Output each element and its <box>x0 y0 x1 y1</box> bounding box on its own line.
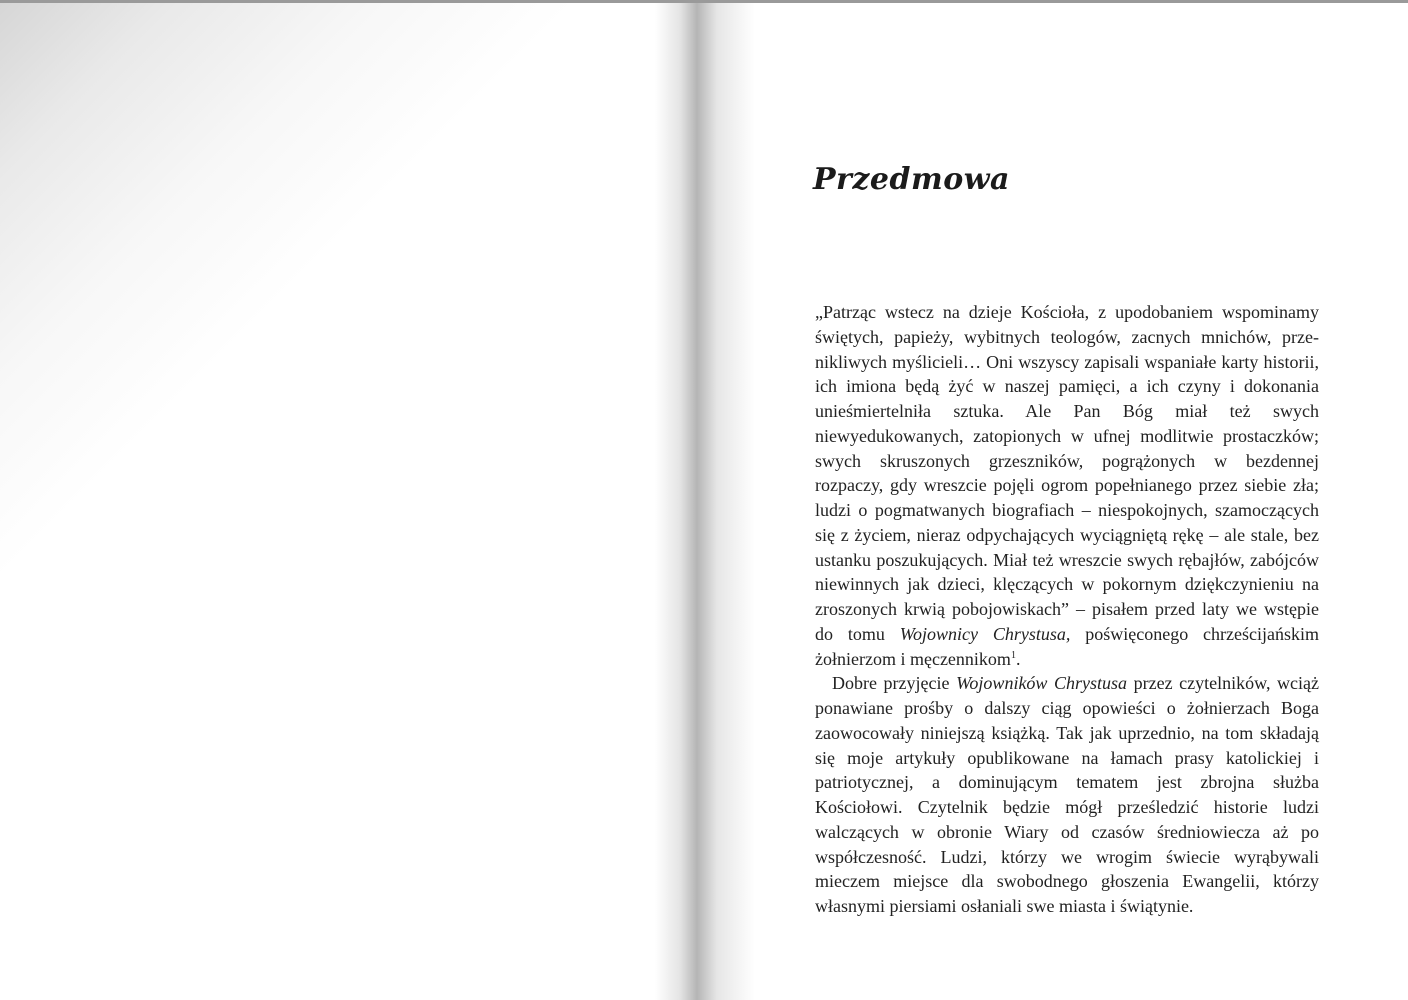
paragraph-1-text-end: poświęconego chrześcijańskim żołnierzom i męczennikom <box>815 623 1319 669</box>
page-title: Przedmowa <box>813 162 1010 197</box>
paragraph-1-period: . <box>1015 648 1021 669</box>
paragraph-2-text-end: przez czytelników, wciąż ponawiane prośby o dalszy ciąg opowieści o żołnierzach Boga zaowocowały niniejszą książką. Tak jak uprzednio, na tom składają się moje artykuły opublikowane na łamach prasy katolickiej i patriotycznej, a dominującym tematem jest zbrojna służba Kościołowi. Czytelnik będzie mógł prześledzić historie ludzi walczących w obronie Wiary od czasów średniowiecza aż po współczesność. Ludzi, którzy we wrogim świecie wyrąbywali mieczem miejsce dla swobodnego głoszenia Ewangelii, którzy własnymi piersiami osłaniali swe miasta i świątynie. <box>815 673 1319 916</box>
book-title-italic: Wojownicy Chrystusa, <box>899 623 1071 644</box>
footnote-marker[interactable]: 1 <box>1010 649 1016 661</box>
body-text <box>815 300 1319 919</box>
book-gutter <box>655 3 755 1000</box>
paragraph-1-text: „Patrząc wstecz na dzieje Kościoła, z upodobaniem wspominamy świętych, papieży, wybitnych teologów, zacnych mnichów, przenikliwych myślicieli… Oni wszyscy zapisali wspaniałe karty historii, ich imiona będą żyć w naszej pamięci, a ich czyny i dokonania unieśmiertelniła sztuka. Ale Pan Bóg miał też swych niewyedukowanych, zatopionych w ufnej modlitwie prostaczków; swych skruszonych grzeszników, pogrążonych w bezdennej rozpaczy, gdy wreszcie pojęli ogrom popełnianego przez siebie zła; ludzi o pogmatwanych biografiach – niespokojnych, szamoczących się z życiem, nieraz odpychających wyciągniętą rękę – ale stale, bez ustanku poszukujących. Miał też wreszcie swych rębajłów, zabójców niewinnych jak dzieci, klęczących w pokornym dziękczynieniu na zroszonych krwią pobojowiskach” – pisałem przed laty we wstępie do tomu <box>815 302 1319 644</box>
paragraph-1 <box>815 300 1319 671</box>
paragraph-2-text: Dobre przyjęcie <box>832 673 957 694</box>
book-title-italic-2: Wojowników Chrystusa <box>956 673 1128 694</box>
left-page-blank <box>0 3 700 1000</box>
paragraph-2 <box>815 671 1319 919</box>
